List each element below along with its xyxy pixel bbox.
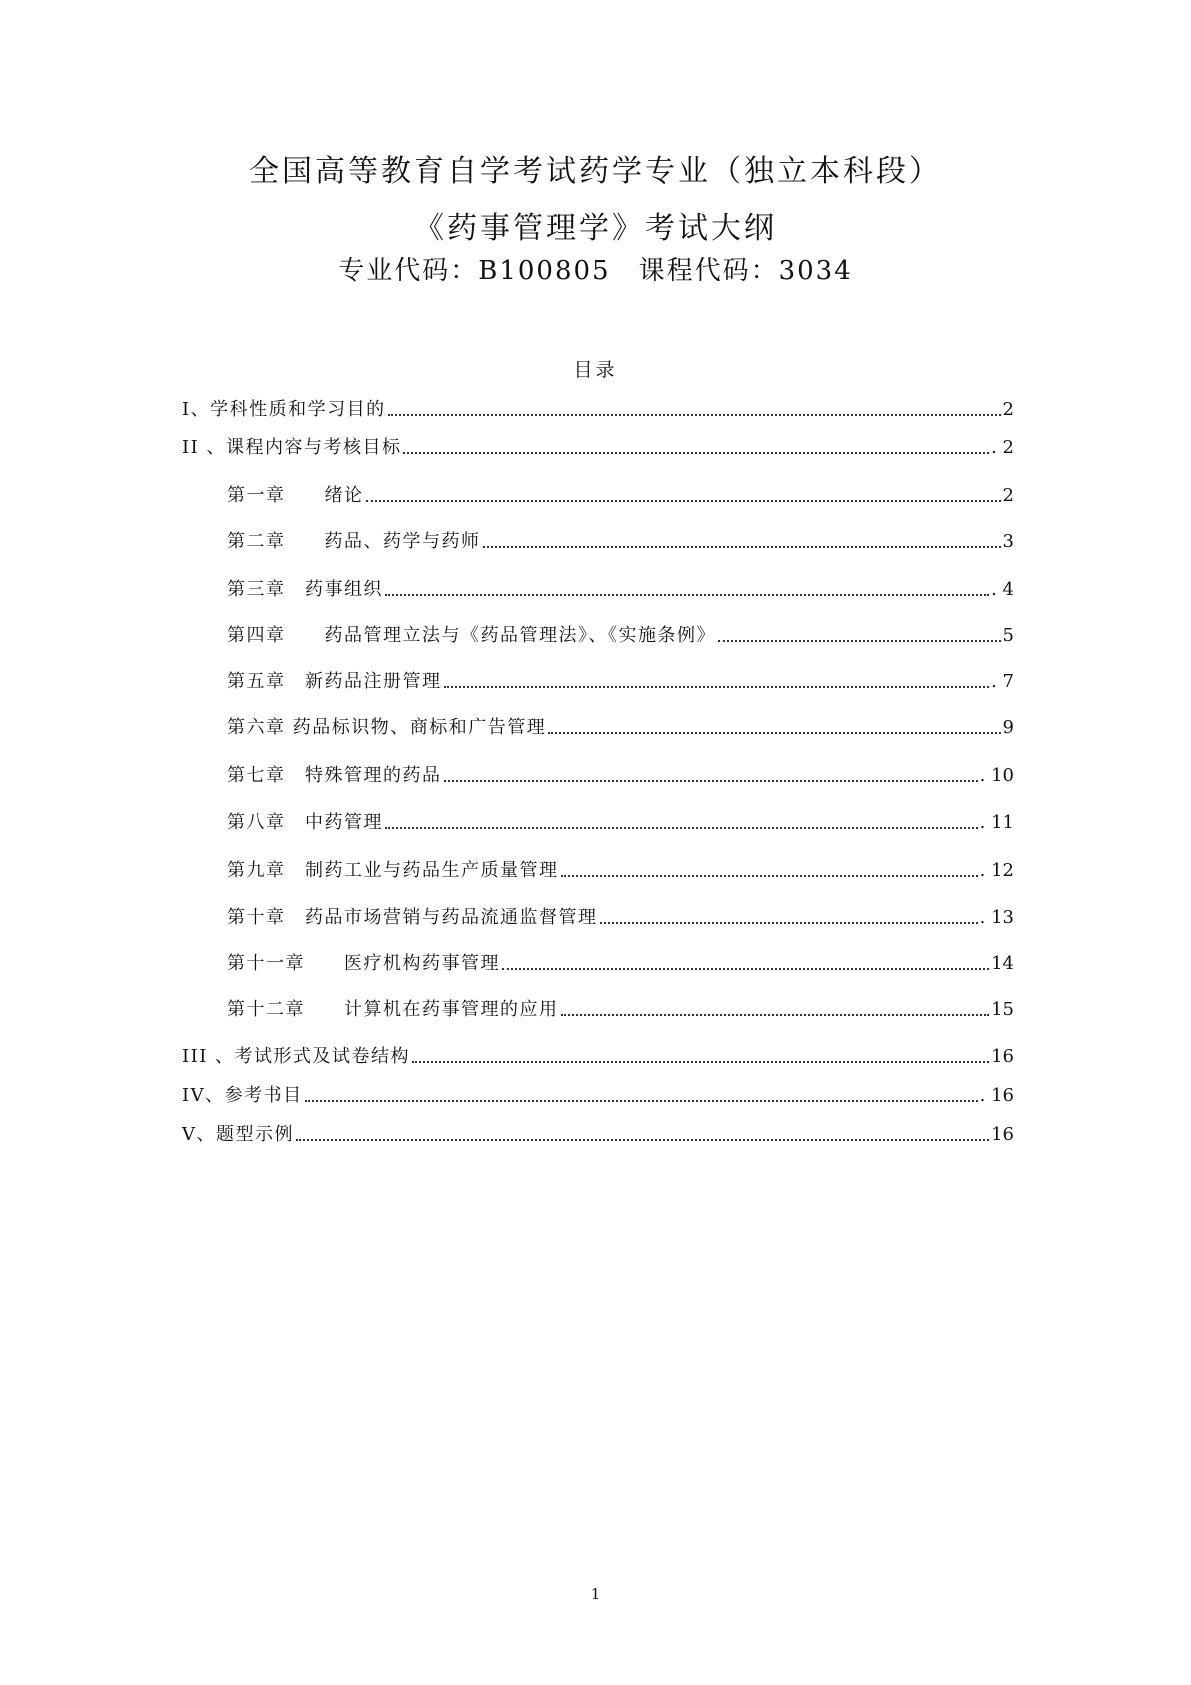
toc-entry-label: 第六章 药品标识物、商标和广告管理 [227,717,547,738]
toc-entry-page: . 12 [979,860,1014,881]
toc-entry-label: 第十章 药品市场营销与药品流通监督管理 [227,907,598,928]
toc-entry-chapter-2[interactable] [227,528,1014,556]
toc-entry-chapter-6[interactable] [227,714,1014,742]
dot-leader [718,638,1001,642]
toc-entry-chapter-5[interactable] [227,668,1014,696]
toc-entry-page: 5 [1002,625,1014,646]
toc-entry-chapter-10[interactable] [227,904,1014,932]
toc-entry-page: 16 [991,1046,1014,1067]
toc-entry-page: . 4 [991,579,1014,600]
toc-entry-chapter-1[interactable] [227,482,1014,510]
toc-entry-page: 2 [1002,485,1014,506]
toc-entry-label: 第八章 中药管理 [227,812,383,833]
toc-entry-section-2[interactable] [182,434,1014,462]
dot-leader [296,1137,989,1141]
dot-leader [548,730,1000,734]
toc-heading: 目录 [573,359,618,381]
toc-entry-label: 第四章 药品管理立法与《药品管理法》、《实施条例》 [227,625,716,646]
course-codes: 专业代码：B100805 课程代码：3034 [338,256,853,286]
toc-entry-page: . 13 [979,907,1014,928]
toc-entry-page: 16 [991,1124,1014,1145]
toc-entry-label: IV、参考书目 [182,1085,303,1106]
toc-entry-page: 2 [1002,399,1014,420]
toc-entry-section-4[interactable] [182,1082,1014,1110]
toc-entry-chapter-3[interactable] [227,576,1014,604]
dot-leader [412,1059,989,1063]
dot-leader [385,825,978,829]
toc-entry-section-1[interactable] [182,396,1014,424]
toc-entry-page: . 7 [991,671,1014,692]
toc-entry-chapter-4[interactable] [227,622,1014,650]
toc-entry-label: 第九章 制药工业与药品生产质量管理 [227,860,559,881]
toc-entry-chapter-9[interactable] [227,857,1014,885]
toc-entry-page: 14 [991,953,1014,974]
dot-leader [444,778,978,782]
toc-entry-section-3[interactable] [182,1043,1014,1071]
toc-entry-label: 第一章 绪论 [227,485,364,506]
dot-leader [502,966,989,970]
toc-entry-label: I、学科性质和学习目的 [182,399,386,420]
toc-entry-chapter-12[interactable] [227,996,1014,1024]
dot-leader [561,873,978,877]
toc-entry-page: 3 [1002,531,1014,552]
exam-title-line2: 《药事管理学》考试大纲 [414,211,777,246]
toc-entry-section-5[interactable] [182,1121,1014,1149]
toc-entry-chapter-8[interactable] [227,809,1014,837]
toc-entry-page: 9 [1002,717,1014,738]
dot-leader [366,498,1001,502]
toc-entry-page: 15 [991,999,1014,1020]
dot-leader [483,544,1001,548]
toc-entry-label: 第三章 药事组织 [227,579,383,600]
dot-leader [561,1012,990,1016]
toc-entry-page: . 2 [991,437,1014,458]
dot-leader [403,450,989,454]
dot-leader [444,684,990,688]
toc-entry-label: 第十二章 计算机在药事管理的应用 [227,999,559,1020]
page-number: 1 [590,1585,601,1603]
dot-leader [600,920,978,924]
dot-leader [385,592,989,596]
toc-entry-label: 第七章 特殊管理的药品 [227,765,442,786]
exam-title-line1: 全国高等教育自学考试药学专业（独立本科段） [249,154,942,189]
toc-entry-page: . 10 [979,765,1014,786]
toc-entry-label: III 、考试形式及试卷结构 [182,1046,411,1067]
toc-entry-page: . 16 [979,1085,1014,1106]
toc-entry-label: 第二章 药品、药学与药师 [227,531,481,552]
toc-entry-chapter-11[interactable] [227,950,1014,978]
dot-leader [388,412,1001,416]
dot-leader [305,1098,978,1102]
toc-entry-label: 第十一章 医疗机构药事管理 [227,953,500,974]
toc-entry-page: . 11 [979,812,1014,833]
toc-entry-label: 第五章 新药品注册管理 [227,671,442,692]
toc-entry-label: II 、课程内容与考核目标 [182,437,402,458]
toc-entry-label: V、题型示例 [182,1124,294,1145]
toc-entry-chapter-7[interactable] [227,762,1014,790]
